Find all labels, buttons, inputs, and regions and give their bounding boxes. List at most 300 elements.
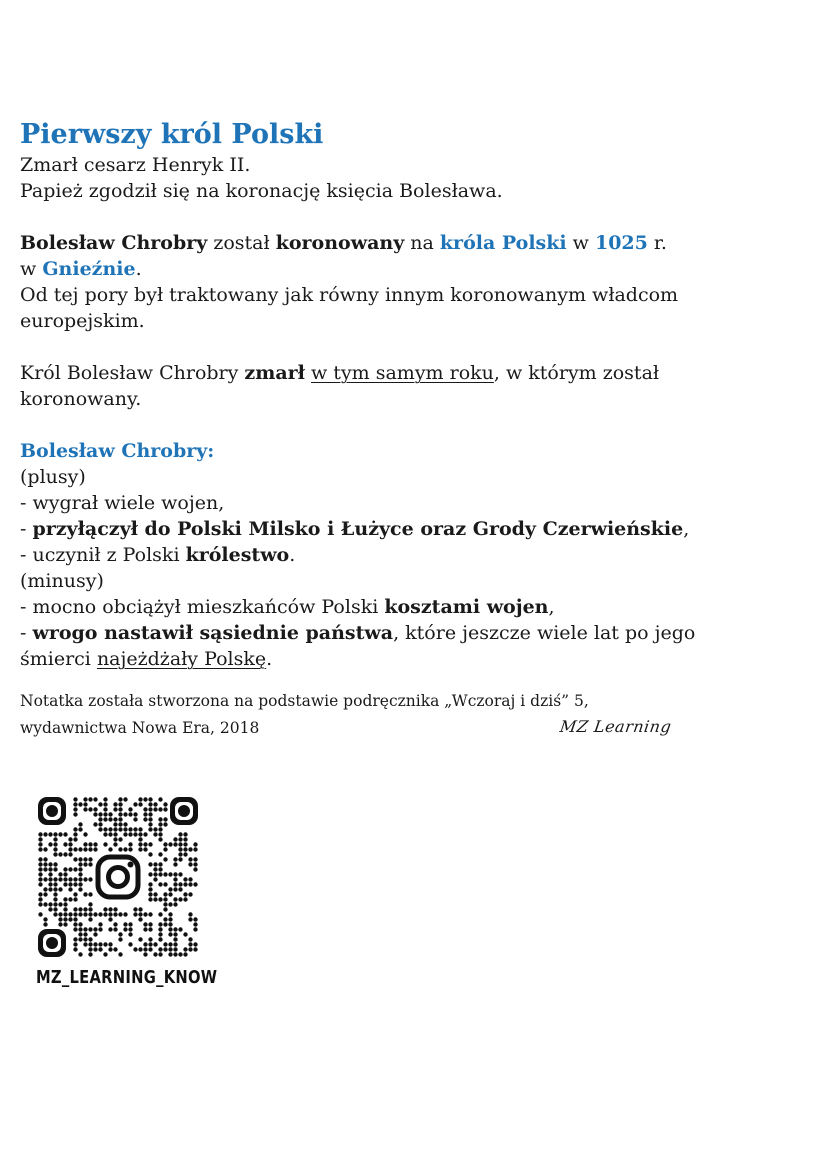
qr-module: [153, 877, 157, 881]
minus-item-1: - mocno obciążył mieszkańców Polski kosztami wojen,: [20, 596, 555, 618]
qr-module: [108, 917, 112, 921]
qr-module: [43, 892, 47, 896]
qr-module: [73, 942, 77, 946]
qr-module: [73, 877, 77, 881]
qr-module: [168, 927, 172, 931]
qr-module: [83, 832, 87, 836]
qr-module: [43, 887, 47, 891]
qr-module: [168, 947, 172, 951]
qr-module: [78, 867, 82, 871]
qr-module: [158, 932, 162, 936]
qr-module: [158, 797, 162, 801]
death-line-2: koronowany.: [20, 388, 142, 410]
qr-module: [103, 827, 107, 831]
qr-module: [183, 897, 187, 901]
qr-module: [103, 797, 107, 801]
qr-module: [63, 882, 67, 886]
qr-module: [103, 832, 107, 836]
qr-module: [58, 877, 62, 881]
qr-module: [148, 887, 152, 891]
qr-module: [98, 947, 102, 951]
qr-module: [148, 862, 152, 866]
qr-module: [88, 862, 92, 866]
crowned-term: koronowany: [275, 232, 405, 254]
qr-module: [193, 917, 197, 921]
qr-module: [103, 952, 107, 956]
qr-module: [153, 872, 157, 876]
qr-module: [123, 912, 127, 916]
qr-module: [148, 817, 152, 821]
qr-module: [133, 912, 137, 916]
qr-module: [38, 837, 42, 841]
qr-module: [98, 822, 102, 826]
qr-module: [163, 847, 167, 851]
source-line-2: wydawnictwa Nowa Era, 2018: [20, 719, 260, 737]
qr-module: [123, 812, 127, 816]
qr-module: [93, 942, 97, 946]
qr-module: [88, 952, 92, 956]
qr-module: [163, 807, 167, 811]
qr-module: [173, 887, 177, 891]
qr-module: [68, 847, 72, 851]
qr-module: [68, 877, 72, 881]
coronation-city-line: w Gnieźnie.: [20, 258, 142, 280]
qr-module: [43, 877, 47, 881]
qr-module: [138, 832, 142, 836]
qr-module: [53, 847, 57, 851]
qr-module: [143, 812, 147, 816]
qr-module: [178, 887, 182, 891]
qr-module: [163, 922, 167, 926]
qr-module: [188, 882, 192, 886]
qr-module: [143, 807, 147, 811]
qr-finder-top-right: [170, 797, 198, 825]
intro-line-2: Papież zgodził się na koronację księcia Bolesława.: [20, 180, 503, 202]
qr-module: [143, 947, 147, 951]
qr-module: [73, 922, 77, 926]
qr-module: [158, 832, 162, 836]
qr-module: [68, 882, 72, 886]
qr-module: [168, 912, 172, 916]
qr-module: [38, 832, 42, 836]
qr-module: [53, 832, 57, 836]
qr-module: [63, 842, 67, 846]
qr-module: [178, 857, 182, 861]
qr-module: [133, 817, 137, 821]
qr-module: [173, 857, 177, 861]
qr-module: [118, 827, 122, 831]
qr-module: [53, 877, 57, 881]
qr-module: [58, 902, 62, 906]
qr-module: [93, 807, 97, 811]
qr-module: [178, 837, 182, 841]
qr-module: [163, 882, 167, 886]
qr-module: [63, 832, 67, 836]
qr-module: [68, 852, 72, 856]
qr-module: [53, 837, 57, 841]
qr-module: [38, 872, 42, 876]
qr-module: [103, 907, 107, 911]
qr-module: [73, 927, 77, 931]
qr-module: [158, 872, 162, 876]
qr-module: [153, 862, 157, 866]
qr-module: [43, 862, 47, 866]
qr-module: [133, 827, 137, 831]
qr-module: [183, 947, 187, 951]
qr-module: [53, 892, 57, 896]
qr-module: [63, 867, 67, 871]
qr-module: [128, 927, 132, 931]
minus-item-2: - wrogo nastawił sąsiednie państwa, które jeszcze wiele lat po jego: [20, 622, 696, 644]
qr-module: [153, 807, 157, 811]
qr-module: [163, 907, 167, 911]
qr-module: [73, 847, 77, 851]
qr-module: [103, 942, 107, 946]
qr-module: [38, 912, 42, 916]
qr-module: [113, 922, 117, 926]
qr-module: [38, 902, 42, 906]
qr-module: [78, 802, 82, 806]
qr-module: [73, 857, 77, 861]
qr-module: [73, 807, 77, 811]
qr-module: [143, 952, 147, 956]
qr-module: [63, 912, 67, 916]
qr-module: [38, 877, 42, 881]
qr-module: [83, 877, 87, 881]
qr-module: [193, 867, 197, 871]
qr-module: [53, 887, 57, 891]
qr-module: [148, 812, 152, 816]
qr-module: [178, 952, 182, 956]
qr-module: [68, 842, 72, 846]
qr-module: [98, 817, 102, 821]
qr-module: [148, 797, 152, 801]
qr-module: [88, 892, 92, 896]
qr-module: [43, 857, 47, 861]
qr-module: [183, 932, 187, 936]
qr-module: [113, 912, 117, 916]
qr-module: [118, 812, 122, 816]
qr-finder-bottom-left: [38, 929, 66, 957]
qr-module: [168, 922, 172, 926]
qr-module: [38, 882, 42, 886]
qr-module: [153, 827, 157, 831]
note-page: [20, 118, 810, 742]
qr-module: [183, 877, 187, 881]
minus-label: (minusy): [20, 570, 104, 592]
qr-module: [193, 882, 197, 886]
qr-module: [108, 832, 112, 836]
qr-module: [173, 927, 177, 931]
qr-module: [93, 947, 97, 951]
qr-module: [188, 857, 192, 861]
qr-module: [68, 917, 72, 921]
qr-module: [98, 802, 102, 806]
qr-module: [113, 822, 117, 826]
qr-module: [178, 927, 182, 931]
qr-module: [153, 942, 157, 946]
qr-module: [163, 942, 167, 946]
qr-module: [113, 907, 117, 911]
qr-module: [108, 947, 112, 951]
qr-module: [118, 802, 122, 806]
qr-module: [178, 852, 182, 856]
qr-code[interactable]: [38, 797, 198, 957]
qr-module: [178, 832, 182, 836]
qr-module: [168, 942, 172, 946]
qr-module: [78, 937, 82, 941]
qr-module: [108, 927, 112, 931]
qr-module: [128, 922, 132, 926]
qr-module: [58, 922, 62, 926]
qr-module: [83, 942, 87, 946]
intro-line-1: Zmarł cesarz Henryk II.: [20, 154, 251, 176]
qr-module: [148, 822, 152, 826]
qr-module: [143, 942, 147, 946]
qr-module: [98, 827, 102, 831]
qr-module: [158, 852, 162, 856]
qr-module: [163, 897, 167, 901]
qr-module: [158, 897, 162, 901]
qr-module: [83, 927, 87, 931]
qr-module: [183, 852, 187, 856]
qr-module: [113, 837, 117, 841]
qr-module: [53, 912, 57, 916]
qr-module: [193, 857, 197, 861]
qr-module: [93, 932, 97, 936]
qr-module: [78, 907, 82, 911]
qr-module: [148, 947, 152, 951]
qr-module: [38, 847, 42, 851]
qr-module: [193, 947, 197, 951]
qr-module: [138, 837, 142, 841]
qr-module: [178, 872, 182, 876]
qr-module: [103, 817, 107, 821]
qr-module: [188, 947, 192, 951]
qr-module: [168, 902, 172, 906]
qr-module: [93, 927, 97, 931]
qr-module: [123, 822, 127, 826]
qr-module: [63, 902, 67, 906]
qr-module: [183, 952, 187, 956]
qr-module: [73, 897, 77, 901]
qr-module: [63, 877, 67, 881]
qr-module: [148, 807, 152, 811]
qr-module: [133, 832, 137, 836]
qr-module: [48, 842, 52, 846]
qr-module: [43, 917, 47, 921]
qr-module: [118, 932, 122, 936]
qr-module: [103, 807, 107, 811]
qr-module: [143, 922, 147, 926]
qr-module: [148, 802, 152, 806]
qr-module: [143, 832, 147, 836]
qr-module: [73, 907, 77, 911]
qr-module: [88, 857, 92, 861]
qr-module: [103, 842, 107, 846]
qr-module: [88, 912, 92, 916]
qr-module: [163, 892, 167, 896]
qr-module: [73, 802, 77, 806]
qr-module: [193, 927, 197, 931]
qr-module: [138, 797, 142, 801]
qr-module: [103, 812, 107, 816]
qr-module: [173, 877, 177, 881]
qr-module: [168, 872, 172, 876]
coronation-line-3: Od tej pory był traktowany jak równy innym koronowanym władcom: [20, 284, 679, 306]
qr-module: [78, 882, 82, 886]
qr-module: [188, 942, 192, 946]
qr-module: [88, 937, 92, 941]
plus-label: (plusy): [20, 466, 86, 488]
qr-module: [68, 887, 72, 891]
qr-module: [143, 797, 147, 801]
qr-module: [63, 897, 67, 901]
qr-module: [103, 802, 107, 806]
instagram-icon: [94, 853, 142, 901]
source-line-1: Notatka została stworzona na podstawie podręcznika „Wczoraj i dziś” 5,: [20, 692, 589, 710]
qr-module: [63, 852, 67, 856]
qr-module: [158, 922, 162, 926]
qr-module: [138, 847, 142, 851]
qr-module: [73, 892, 77, 896]
qr-module: [98, 922, 102, 926]
qr-module: [143, 912, 147, 916]
qr-module: [88, 927, 92, 931]
qr-module: [78, 822, 82, 826]
qr-module: [83, 907, 87, 911]
qr-module: [168, 917, 172, 921]
qr-module: [158, 807, 162, 811]
qr-module: [108, 812, 112, 816]
qr-module: [123, 847, 127, 851]
qr-module: [58, 852, 62, 856]
qr-module: [108, 847, 112, 851]
qr-module: [193, 847, 197, 851]
qr-module: [68, 912, 72, 916]
qr-module: [88, 797, 92, 801]
qr-module: [88, 842, 92, 846]
qr-module: [113, 802, 117, 806]
qr-module: [48, 862, 52, 866]
qr-module: [73, 867, 77, 871]
qr-module: [173, 942, 177, 946]
qr-module: [173, 897, 177, 901]
qr-module: [128, 847, 132, 851]
qr-module: [183, 882, 187, 886]
qr-module: [73, 827, 77, 831]
qr-module: [38, 897, 42, 901]
qr-module: [53, 907, 57, 911]
qr-module: [128, 842, 132, 846]
qr-module: [123, 922, 127, 926]
qr-module: [68, 867, 72, 871]
qr-module: [148, 827, 152, 831]
qr-module: [78, 932, 82, 936]
qr-module: [158, 837, 162, 841]
qr-module: [158, 882, 162, 886]
qr-module: [133, 812, 137, 816]
qr-module: [163, 872, 167, 876]
summary-heading: Bolesław Chrobry:: [20, 440, 215, 462]
qr-module: [53, 897, 57, 901]
qr-module: [78, 912, 82, 916]
qr-module: [123, 797, 127, 801]
qr-module: [128, 832, 132, 836]
coronation-paragraph: Bolesław Chrobry został koronowany na króla Polski w 1025 r.: [20, 232, 667, 254]
qr-module: [158, 827, 162, 831]
qr-module: [163, 917, 167, 921]
qr-module: [83, 892, 87, 896]
qr-module: [108, 907, 112, 911]
qr-module: [193, 942, 197, 946]
qr-module: [68, 837, 72, 841]
qr-module: [78, 847, 82, 851]
qr-module: [173, 947, 177, 951]
qr-module: [93, 847, 97, 851]
qr-module: [78, 922, 82, 926]
qr-module: [48, 877, 52, 881]
qr-module: [168, 952, 172, 956]
qr-module: [178, 882, 182, 886]
qr-module: [173, 952, 177, 956]
qr-module: [78, 887, 82, 891]
qr-module: [83, 932, 87, 936]
qr-module: [138, 907, 142, 911]
qr-module: [148, 872, 152, 876]
qr-module: [158, 952, 162, 956]
source-note: [20, 688, 810, 742]
qr-module: [88, 847, 92, 851]
qr-module: [118, 837, 122, 841]
qr-module: [163, 802, 167, 806]
qr-module: [168, 892, 172, 896]
coronation-year: 1025: [594, 232, 648, 254]
qr-module: [163, 822, 167, 826]
qr-module: [173, 902, 177, 906]
qr-module: [138, 947, 142, 951]
qr-module: [158, 927, 162, 931]
qr-module: [138, 937, 142, 941]
qr-module: [153, 897, 157, 901]
qr-module: [98, 912, 102, 916]
qr-module: [103, 912, 107, 916]
qr-module: [83, 802, 87, 806]
qr-module: [138, 842, 142, 846]
qr-module: [118, 797, 122, 801]
qr-module: [98, 942, 102, 946]
qr-module: [153, 952, 157, 956]
death-paragraph: Król Bolesław Chrobry zmarł w tym samym roku, w którym został: [20, 362, 660, 384]
qr-module: [98, 927, 102, 931]
qr-module: [173, 862, 177, 866]
qr-module: [83, 937, 87, 941]
died-term: zmarł: [244, 362, 305, 384]
qr-module: [123, 927, 127, 931]
qr-module: [163, 817, 167, 821]
qr-module: [158, 817, 162, 821]
qr-module: [138, 912, 142, 916]
qr-module: [153, 892, 157, 896]
king-name: Bolesław Chrobry: [20, 232, 208, 254]
qr-module: [88, 807, 92, 811]
qr-module: [193, 862, 197, 866]
qr-module: [148, 842, 152, 846]
qr-module: [113, 947, 117, 951]
qr-module: [38, 867, 42, 871]
qr-module: [113, 927, 117, 931]
qr-module: [48, 867, 52, 871]
